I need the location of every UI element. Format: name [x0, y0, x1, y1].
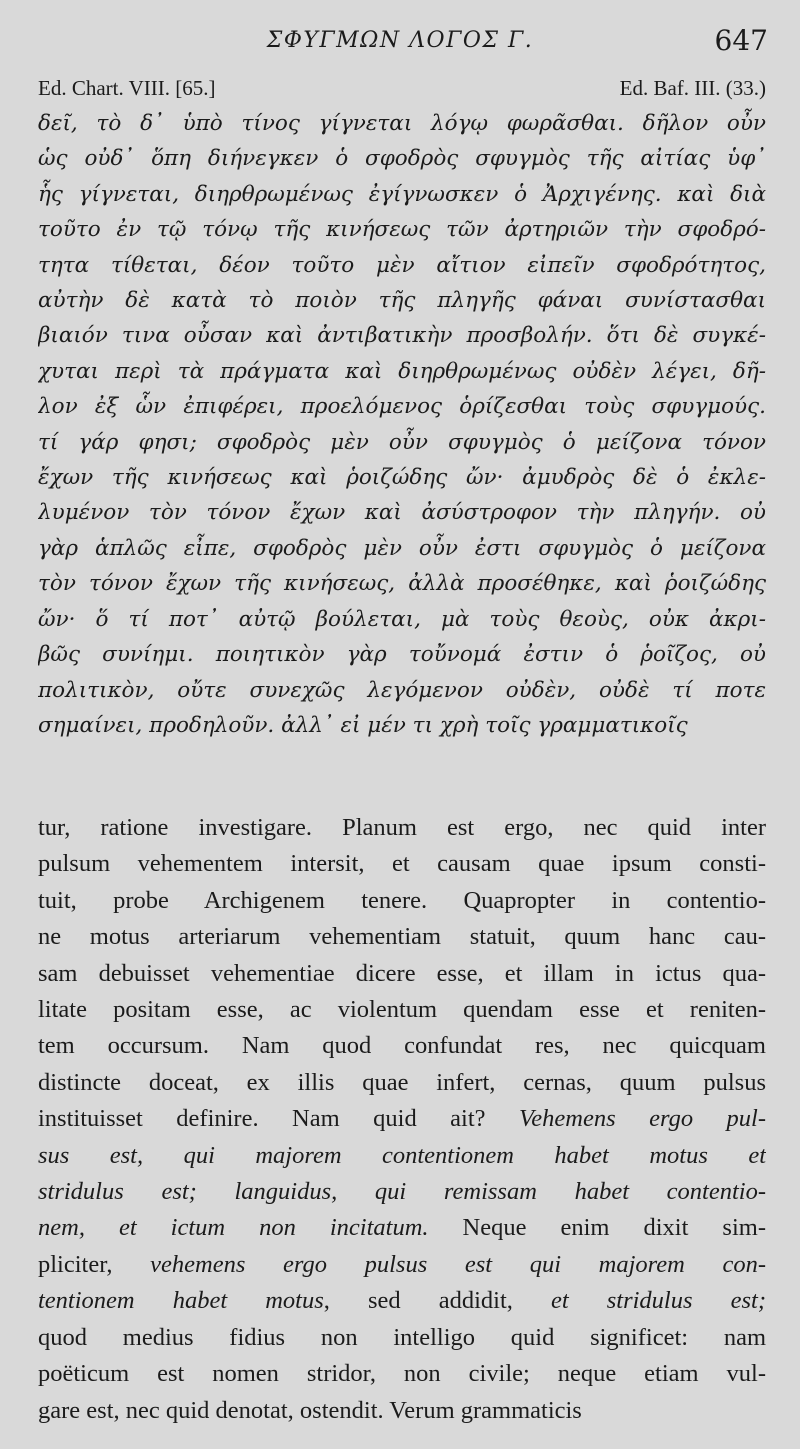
greek-text-line: λυμένον τὸν τόνον ἔχων καὶ ἀσύστροφον τὴν πληγήν. οὐ: [38, 500, 766, 526]
running-title: ΣΦΥΓΜΩΝ ΛΟΓΟΣ Γ.: [266, 28, 534, 53]
latin-text-line: [38, 1101, 766, 1137]
greek-text-line: σημαίνει, προδηλοῦν. ἀλλ᾽ εἰ μέν τι χρὴ τοῖς γραμματικοῖς: [38, 712, 688, 738]
latin-text-line: [38, 1247, 766, 1283]
latin-text-line: [38, 846, 766, 882]
latin-text-segment: ne motus arteriarum vehementiam statuit, quum hanc cau-: [38, 923, 766, 951]
greek-text-line: ἔχων τῆς κινήσεως καὶ ῥοιζώδης ὤν· ἀμυδρὸς δὲ ὁ ἐκλε-: [38, 465, 766, 491]
greek-text-line: ὤν· ὅ τί ποτ᾽ αὐτῷ βούλεται, μὰ τοὺς θεοὺς, οὐκ ἀκρι-: [38, 606, 766, 632]
latin-italic-segment: stridulus est; languidus, qui remissam habet contentio-: [38, 1178, 766, 1206]
edition-reference-left: Ed. Chart. VIII. [65.]: [38, 76, 216, 100]
greek-text-line: αὐτὴν δὲ κατὰ τὸ ποιὸν τῆς πληγῆς φάναι συνίστασθαι: [38, 288, 766, 314]
latin-italic-segment: Vehemens ergo pul-: [519, 1105, 766, 1133]
greek-text-line: λον ἐξ ὧν ἐπιφέρει, προελόμενος ὁρίζεσθαι τοὺς σφυγμούς.: [38, 394, 766, 420]
latin-text-line: [38, 956, 766, 992]
latin-italic-segment: nem, et ictum non incitatum.: [38, 1214, 429, 1242]
greek-text-line: τητα τίθεται, δέον τοῦτο μὲν αἴτιον εἰπεῖν σφοδρότητος,: [38, 252, 766, 278]
greek-text-line: τὸν τόνον ἔχων τῆς κινήσεως, ἀλλὰ προσέθηκε, καὶ ῥοιζώδης: [38, 571, 766, 597]
latin-text-line: [38, 919, 766, 955]
latin-text-block: [38, 810, 766, 1429]
latin-text-segment: tur, ratione investigare. Planum est ergo, nec quid inter: [38, 814, 766, 841]
latin-text-segment: tem occursum. Nam quod confundat res, nec quicquam: [38, 1032, 766, 1060]
page-number: 647: [714, 24, 768, 57]
latin-text-segment: poëticum est nomen stridor, non civile; neque etiam vul-: [38, 1360, 766, 1388]
latin-text-segment: tuit, probe Archigenem tenere. Quapropter in contentio-: [38, 886, 766, 914]
running-head: [0, 24, 800, 58]
latin-text-line: [38, 1283, 766, 1319]
latin-text-segment: instituisset definire. Nam quid ait?: [38, 1105, 519, 1133]
latin-text-segment: gare est, nec quid denotat, ostendit. Verum grammaticis: [38, 1396, 582, 1424]
greek-text-block: [38, 106, 766, 743]
latin-text-line: [38, 1028, 766, 1064]
greek-text-line: δεῖ, τὸ δ᾽ ὑπὸ τίνος γίγνεται λόγῳ φωρᾶσθαι. δῆλον οὖν: [38, 111, 766, 136]
latin-text-line: [38, 810, 766, 846]
latin-text-line: [38, 1356, 766, 1392]
greek-text-line: βιαιόν τινα οὖσαν καὶ ἀντιβατικὴν προσβολήν. ὅτι δὲ συγκέ-: [38, 323, 766, 349]
edition-reference-right: Ed. Baf. III. (33.): [619, 76, 766, 100]
latin-text-segment: pulsum vehementem intersit, et causam quae ipsum consti-: [38, 850, 766, 878]
greek-text-line: γὰρ ἁπλῶς εἶπε, σφοδρὸς μὲν οὖν ἐστι σφυγμὸς ὁ μείζονα: [38, 535, 766, 561]
latin-italic-segment: tentionem habet motus: [38, 1287, 324, 1315]
latin-text-line: [38, 883, 766, 919]
latin-text-line: [38, 1393, 766, 1429]
latin-text-segment: sam debuisset vehementiae dicere esse, et illam in ictus qua-: [38, 959, 766, 987]
greek-text-line: βῶς συνίημι. ποιητικὸν γὰρ τοὔνομά ἐστιν ὁ ῥοῖζος, οὐ: [38, 642, 766, 668]
latin-text-segment: distincte doceat, ex illis quae infert, cernas, quum pulsus: [38, 1068, 766, 1096]
latin-text-line: [38, 1320, 766, 1356]
greek-text-line: πολιτικὸν, οὔτε συνεχῶς λεγόμενον οὐδὲν, οὐδὲ τί ποτε: [38, 677, 766, 703]
latin-text-line: [38, 1210, 766, 1246]
latin-italic-segment: et stridulus est;: [550, 1287, 766, 1315]
greek-text-line: τοῦτο ἐν τῷ τόνῳ τῆς κινήσεως τῶν ἀρτηριῶν τὴν σφοδρό-: [38, 217, 766, 243]
greek-text-line: τί γάρ φησι; σφοδρὸς μὲν οὖν σφυγμὸς ὁ μείζονα τόνον: [38, 429, 766, 455]
latin-italic-segment: vehemens ergo pulsus est qui majorem con-: [150, 1250, 766, 1278]
latin-text-line: [38, 1174, 766, 1210]
edition-reference-line: [38, 76, 766, 101]
latin-text-line: [38, 992, 766, 1028]
greek-text-line: ἧς γίγνεται, διηρθρωμένως ἐγίγνωσκεν ὁ Ἀρχιγένης. καὶ διὰ: [38, 181, 766, 207]
latin-text-line: [38, 1065, 766, 1101]
latin-text-segment: Neque enim dixit sim-: [428, 1214, 766, 1242]
latin-text-segment: , sed addidit,: [323, 1287, 551, 1315]
latin-text-line: [38, 1138, 766, 1174]
greek-text-line: ὡς οὐδ᾽ ὅπη διήνεγκεν ὁ σφοδρὸς σφυγμὸς τῆς αἰτίας ὑφ᾽: [38, 146, 766, 172]
latin-text-segment: litate positam esse, ac violentum quendam esse et reniten-: [38, 996, 766, 1024]
latin-text-segment: pliciter,: [38, 1250, 151, 1278]
greek-text-line: χυται περὶ τὰ πράγματα καὶ διηρθρωμένως οὐδὲν λέγει, δῆ-: [38, 358, 766, 384]
latin-text-segment: quod medius fidius non intelligo quid significet: nam: [38, 1323, 766, 1351]
latin-italic-segment: sus est, qui majorem contentionem habet motus et: [38, 1141, 766, 1169]
